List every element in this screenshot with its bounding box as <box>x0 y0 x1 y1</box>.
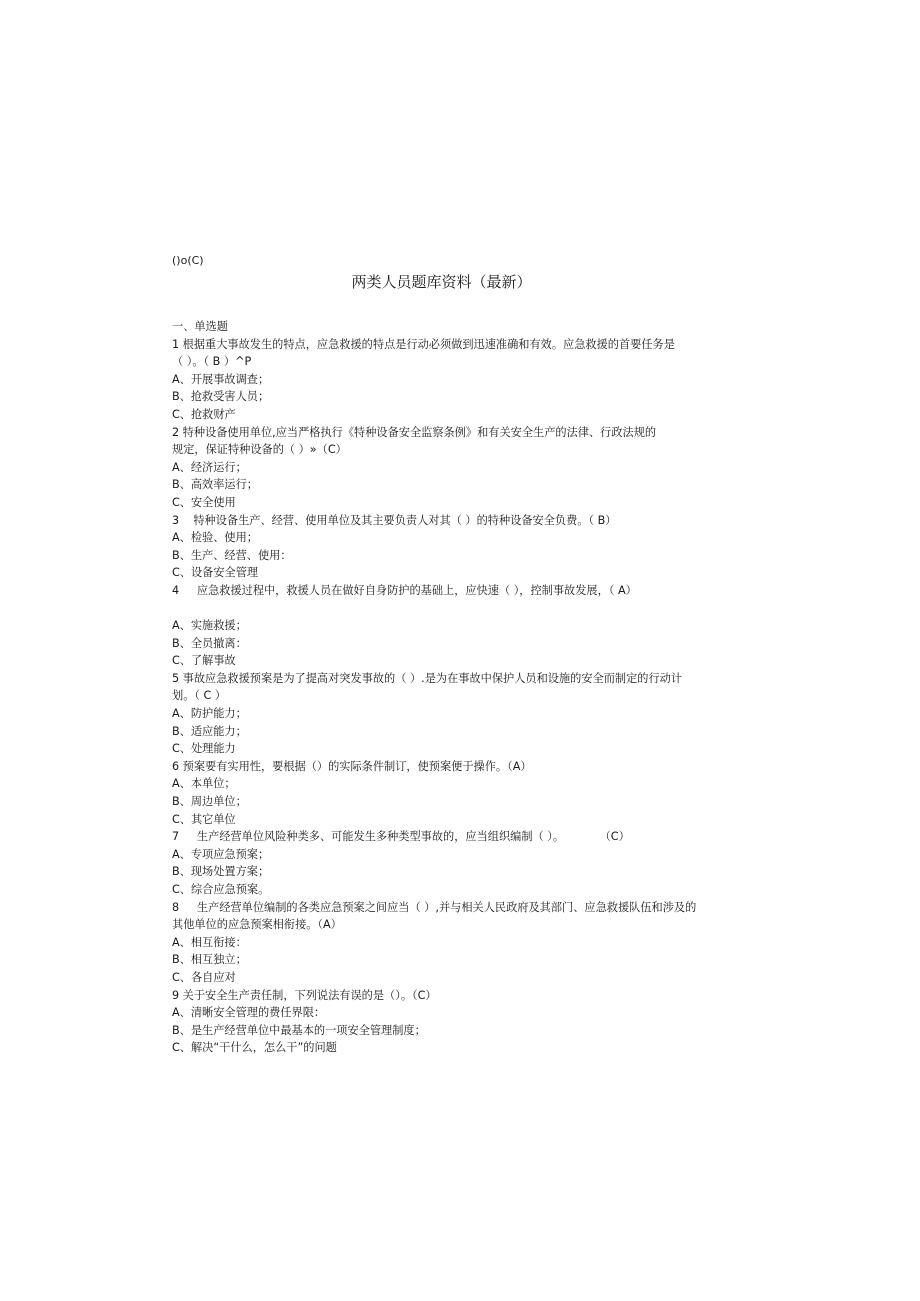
text-line: A、清晰安全管理的费任界限： <box>172 1006 326 1020</box>
text-line: C、安全使用 <box>172 495 236 509</box>
text-line: A、开展事故调查； <box>172 372 270 386</box>
text-line: 规定，保证特种设备的（ ）»（C） <box>172 443 347 457</box>
question-list <box>172 318 732 1057</box>
text-line: 划。（ C ） <box>172 689 227 703</box>
text-line: 8 生产经营单位编制的各类应急预案之间应当（ ）,并与相关人民政府及其部门、应急救援队伍和涉及的 <box>172 900 697 914</box>
text-line: C、其它单位 <box>172 812 236 826</box>
text-line: 9 关于安全生产责任制，下列说法有误的是（）。（C） <box>172 988 437 1002</box>
text-line: B、高效率运行； <box>172 478 258 492</box>
text-line: A、检验、使用； <box>172 531 258 545</box>
text-line: 5 事故应急救援预案是为了提高对突发事故的（ ）.是为在事故中保护人员和设施的安全而制定的行动计 <box>172 671 683 685</box>
text-line: C、综合应急预案。 <box>172 883 270 896</box>
text-line: B、生产、经营、使用： <box>172 548 292 562</box>
text-line: B、适应能力； <box>172 724 247 738</box>
text-line: A、实施救援； <box>172 619 247 633</box>
text-line: 其他单位的应急预案相衔接。（A） <box>172 918 342 932</box>
text-line: 1 根据重大事故发生的特点，应急救援的特点是行动必须做到迅速准确和有效。应急救援的首要任务是 <box>172 337 675 351</box>
text-line: 4 应急救援过程中，救援人员在做好自身防护的基础上，应快速（ ），控制事故发展，（ A） <box>172 583 637 597</box>
text-line: B、全员撤离： <box>172 636 247 650</box>
text-line: C、抢救财产 <box>172 407 236 421</box>
text-line: B、相互独立； <box>172 953 247 967</box>
page-title: 两类人员题库资料（最新） <box>351 273 532 291</box>
text-line: B、是生产经营单位中最基本的一项安全管理制度； <box>172 1023 426 1037</box>
text-line: A、防护能力； <box>172 707 247 721</box>
text-line: C、解决“干什么，怎么干”的问题 <box>172 1041 337 1055</box>
text-line: B、周边单位； <box>172 795 247 809</box>
text-line: A、专项应急预案； <box>172 847 270 861</box>
text-line: B、抢救受害人员； <box>172 390 270 404</box>
text-line: C、各自应对 <box>172 970 236 984</box>
text-line: A、相互衔接： <box>172 935 247 949</box>
text-line: 3 特种设备生产、经营、使用单位及其主要负责人对其（ ）的特种设备安全负费。（ B） <box>172 513 617 527</box>
text-line: 2 特种设备使用单位,应当严格执行《特种设备安全监察条例》和有关安全生产的法律、行政法规的 <box>172 425 657 439</box>
text-line: A、经济运行； <box>172 460 247 474</box>
text-line: A、本单位； <box>172 777 236 791</box>
text-line: C、了解事故 <box>172 654 236 668</box>
blank-line <box>172 600 732 618</box>
text-line: 一、单选题 <box>172 320 228 333</box>
text-line: B、现场处置方案； <box>172 865 270 879</box>
text-line: 6 预案要有实用性，要根据（）的实际条件制订，使预案便于操作。（A） <box>172 759 532 773</box>
text-line: C、设备安全管理 <box>172 566 259 580</box>
text-line: 7 生产经营单位风险种类多、可能发生多种类型事故的，应当组织编制（ ）。 （C） <box>172 830 630 844</box>
text-line: C、处理能力 <box>172 742 236 756</box>
header-stamp: ()o(C) <box>172 254 204 267</box>
text-line: （ ）。（ B ）^P <box>172 355 252 369</box>
